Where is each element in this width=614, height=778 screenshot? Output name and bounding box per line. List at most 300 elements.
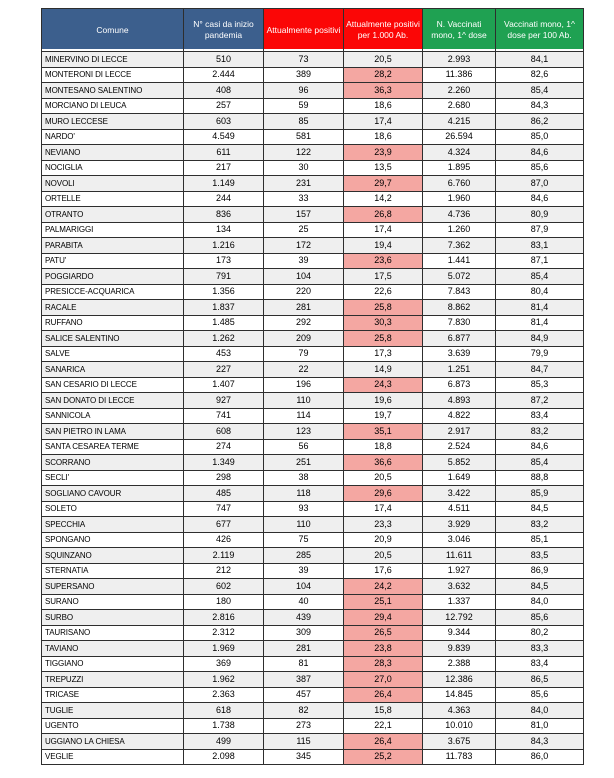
cell-vaccinati-per-100: 84,9 [496,331,584,347]
cell-attualmente-positivi: 285 [264,548,344,564]
cell-attualmente-positivi: 81 [264,656,344,672]
table-row [42,687,584,703]
cell-vaccinati-1dose: 3.639 [423,346,496,362]
table-row [42,594,584,610]
table-row [42,377,584,393]
cell-vaccinati-per-100: 85,4 [496,269,584,285]
cell-positivi-per-1000: 17,4 [344,114,423,130]
cell-vaccinati-1dose: 2.388 [423,656,496,672]
cell-attualmente-positivi: 118 [264,486,344,502]
cell-attualmente-positivi: 209 [264,331,344,347]
cell-casi-totali: 453 [184,346,264,362]
cell-vaccinati-1dose: 3.929 [423,517,496,533]
cell-casi-totali: 499 [184,734,264,750]
cell-casi-totali: 1.969 [184,641,264,657]
cell-attualmente-positivi: 39 [264,253,344,269]
cell-vaccinati-1dose: 5.072 [423,269,496,285]
cell-positivi-per-1000: 17,5 [344,269,423,285]
cell-attualmente-positivi: 93 [264,501,344,517]
cell-casi-totali: 134 [184,222,264,238]
cell-positivi-per-1000: 28,3 [344,656,423,672]
table-row [42,501,584,517]
cell-positivi-per-1000: 25,8 [344,300,423,316]
cell-vaccinati-1dose: 3.046 [423,532,496,548]
cell-casi-totali: 1.216 [184,238,264,254]
cell-attualmente-positivi: 79 [264,346,344,362]
cell-vaccinati-1dose: 4.736 [423,207,496,223]
cell-comune: PARABITA [42,238,184,254]
cell-casi-totali: 1.407 [184,377,264,393]
cell-casi-totali: 180 [184,594,264,610]
cell-positivi-per-1000: 13,5 [344,160,423,176]
cell-casi-totali: 741 [184,408,264,424]
cell-attualmente-positivi: 345 [264,749,344,765]
cell-attualmente-positivi: 30 [264,160,344,176]
cell-comune: SECLI' [42,470,184,486]
cell-positivi-per-1000: 35,1 [344,424,423,440]
table-header [42,9,584,52]
cell-comune: SANTA CESAREA TERME [42,439,184,455]
cell-vaccinati-1dose: 4.893 [423,393,496,409]
cell-casi-totali: 369 [184,656,264,672]
cell-attualmente-positivi: 39 [264,563,344,579]
cell-attualmente-positivi: 457 [264,687,344,703]
table-row [42,718,584,734]
cell-attualmente-positivi: 33 [264,191,344,207]
table-row [42,408,584,424]
cell-attualmente-positivi: 115 [264,734,344,750]
cell-positivi-per-1000: 30,3 [344,315,423,331]
table-row [42,98,584,114]
cell-positivi-per-1000: 19,6 [344,393,423,409]
cell-casi-totali: 747 [184,501,264,517]
table-row [42,52,584,68]
cell-vaccinati-1dose: 4.511 [423,501,496,517]
cell-vaccinati-per-100: 81,4 [496,300,584,316]
table-row [42,67,584,83]
cell-comune: SAN CESARIO DI LECCE [42,377,184,393]
cell-vaccinati-1dose: 9.344 [423,625,496,641]
cell-positivi-per-1000: 19,4 [344,238,423,254]
cell-comune: SALICE SALENTINO [42,331,184,347]
cell-casi-totali: 1.962 [184,672,264,688]
cell-casi-totali: 2.119 [184,548,264,564]
cell-positivi-per-1000: 26,4 [344,734,423,750]
cell-attualmente-positivi: 40 [264,594,344,610]
cell-comune: PRESICCE-ACQUARICA [42,284,184,300]
cell-comune: SAN DONATO DI LECCE [42,393,184,409]
cell-vaccinati-per-100: 86,2 [496,114,584,130]
cell-attualmente-positivi: 25 [264,222,344,238]
cell-positivi-per-1000: 17,6 [344,563,423,579]
cell-vaccinati-per-100: 85,6 [496,610,584,626]
cell-attualmente-positivi: 172 [264,238,344,254]
cell-comune: ORTELLE [42,191,184,207]
cell-comune: POGGIARDO [42,269,184,285]
cell-vaccinati-per-100: 84,0 [496,703,584,719]
cell-vaccinati-per-100: 83,4 [496,656,584,672]
table-row [42,300,584,316]
table-row [42,284,584,300]
cell-comune: UGENTO [42,718,184,734]
cell-vaccinati-per-100: 84,6 [496,191,584,207]
cell-comune: OTRANTO [42,207,184,223]
cell-comune: MONTERONI DI LECCE [42,67,184,83]
cell-vaccinati-per-100: 85,0 [496,129,584,145]
cell-casi-totali: 2.816 [184,610,264,626]
cell-vaccinati-per-100: 85,4 [496,83,584,99]
cell-casi-totali: 4.549 [184,129,264,145]
table-row [42,672,584,688]
cell-comune: RUFFANO [42,315,184,331]
table-row [42,238,584,254]
cell-casi-totali: 227 [184,362,264,378]
cell-vaccinati-1dose: 1.895 [423,160,496,176]
cell-casi-totali: 2.098 [184,749,264,765]
cell-vaccinati-1dose: 10.010 [423,718,496,734]
cell-positivi-per-1000: 26,8 [344,207,423,223]
cell-comune: MURO LECCESE [42,114,184,130]
cell-vaccinati-per-100: 85,9 [496,486,584,502]
cell-comune: MINERVINO DI LECCE [42,52,184,68]
cell-vaccinati-1dose: 1.337 [423,594,496,610]
table-row [42,222,584,238]
table-row [42,253,584,269]
cell-vaccinati-per-100: 84,6 [496,145,584,161]
cell-vaccinati-1dose: 2.260 [423,83,496,99]
cell-vaccinati-per-100: 80,9 [496,207,584,223]
cell-vaccinati-per-100: 85,4 [496,455,584,471]
cell-comune: STERNATIA [42,563,184,579]
cell-vaccinati-1dose: 2.680 [423,98,496,114]
cell-positivi-per-1000: 17,4 [344,501,423,517]
table-row [42,315,584,331]
cell-attualmente-positivi: 114 [264,408,344,424]
cell-positivi-per-1000: 23,8 [344,641,423,657]
cell-positivi-per-1000: 17,4 [344,222,423,238]
cell-casi-totali: 217 [184,160,264,176]
cell-positivi-per-1000: 23,9 [344,145,423,161]
table-row [42,703,584,719]
cell-attualmente-positivi: 231 [264,176,344,192]
cell-attualmente-positivi: 59 [264,98,344,114]
table-row [42,548,584,564]
table-row [42,191,584,207]
cell-casi-totali: 603 [184,114,264,130]
cell-positivi-per-1000: 23,6 [344,253,423,269]
cell-comune: NARDO' [42,129,184,145]
cell-vaccinati-per-100: 80,2 [496,625,584,641]
table-row [42,439,584,455]
cell-positivi-per-1000: 25,8 [344,331,423,347]
cell-casi-totali: 2.444 [184,67,264,83]
cell-vaccinati-per-100: 87,9 [496,222,584,238]
cell-casi-totali: 1.485 [184,315,264,331]
cell-positivi-per-1000: 20,5 [344,548,423,564]
cell-attualmente-positivi: 73 [264,52,344,68]
table-row [42,486,584,502]
cell-positivi-per-1000: 17,3 [344,346,423,362]
cell-vaccinati-1dose: 14.845 [423,687,496,703]
col-header-attualmente-positivi: Attualmente positivi [264,9,344,52]
cell-casi-totali: 1.356 [184,284,264,300]
table-row [42,610,584,626]
cell-vaccinati-1dose: 7.362 [423,238,496,254]
cell-vaccinati-1dose: 4.363 [423,703,496,719]
table-body [42,52,584,765]
cell-positivi-per-1000: 19,7 [344,408,423,424]
cell-vaccinati-1dose: 4.215 [423,114,496,130]
cell-vaccinati-per-100: 86,0 [496,749,584,765]
cell-vaccinati-per-100: 85,6 [496,160,584,176]
cell-casi-totali: 1.262 [184,331,264,347]
cell-vaccinati-1dose: 4.822 [423,408,496,424]
table-row [42,346,584,362]
cell-positivi-per-1000: 36,3 [344,83,423,99]
cell-positivi-per-1000: 24,3 [344,377,423,393]
cell-casi-totali: 618 [184,703,264,719]
cell-comune: SURANO [42,594,184,610]
cell-positivi-per-1000: 18,6 [344,129,423,145]
cell-vaccinati-1dose: 12.386 [423,672,496,688]
table-row [42,362,584,378]
cell-casi-totali: 836 [184,207,264,223]
cell-comune: VEGLIE [42,749,184,765]
cell-vaccinati-1dose: 11.783 [423,749,496,765]
cell-positivi-per-1000: 29,7 [344,176,423,192]
cell-vaccinati-per-100: 84,3 [496,734,584,750]
cell-vaccinati-1dose: 3.632 [423,579,496,595]
cell-comune: PALMARIGGI [42,222,184,238]
cell-vaccinati-1dose: 8.862 [423,300,496,316]
cell-vaccinati-per-100: 84,5 [496,579,584,595]
header-row [42,9,584,52]
cell-attualmente-positivi: 281 [264,300,344,316]
cell-positivi-per-1000: 25,1 [344,594,423,610]
cell-vaccinati-per-100: 87,2 [496,393,584,409]
cell-attualmente-positivi: 104 [264,269,344,285]
cell-comune: SANARICA [42,362,184,378]
cell-attualmente-positivi: 110 [264,393,344,409]
cell-vaccinati-per-100: 84,3 [496,98,584,114]
cell-vaccinati-per-100: 87,1 [496,253,584,269]
cell-vaccinati-per-100: 88,8 [496,470,584,486]
cell-attualmente-positivi: 104 [264,579,344,595]
cell-vaccinati-1dose: 7.830 [423,315,496,331]
table-row [42,656,584,672]
cell-positivi-per-1000: 26,5 [344,625,423,641]
cell-vaccinati-1dose: 1.649 [423,470,496,486]
cell-vaccinati-1dose: 12.792 [423,610,496,626]
covid-municipalities-table [41,8,584,765]
cell-vaccinati-1dose: 11.386 [423,67,496,83]
table-row [42,145,584,161]
cell-vaccinati-1dose: 9.839 [423,641,496,657]
cell-vaccinati-per-100: 83,1 [496,238,584,254]
col-header-vaccinati-1dose: N. Vaccinati mono, 1^ dose [423,9,496,52]
cell-vaccinati-per-100: 85,6 [496,687,584,703]
table-row [42,424,584,440]
table-row [42,470,584,486]
cell-vaccinati-per-100: 83,4 [496,408,584,424]
table-row [42,129,584,145]
cell-attualmente-positivi: 75 [264,532,344,548]
cell-vaccinati-per-100: 81,4 [496,315,584,331]
cell-vaccinati-1dose: 3.675 [423,734,496,750]
cell-attualmente-positivi: 85 [264,114,344,130]
cell-casi-totali: 608 [184,424,264,440]
cell-casi-totali: 485 [184,486,264,502]
cell-positivi-per-1000: 22,1 [344,718,423,734]
cell-comune: NOCIGLIA [42,160,184,176]
cell-positivi-per-1000: 14,2 [344,191,423,207]
cell-comune: NEVIANO [42,145,184,161]
col-header-comune: Comune [42,9,184,52]
cell-comune: SCORRANO [42,455,184,471]
cell-casi-totali: 173 [184,253,264,269]
table-row [42,269,584,285]
cell-vaccinati-1dose: 6.877 [423,331,496,347]
cell-vaccinati-1dose: 1.960 [423,191,496,207]
cell-attualmente-positivi: 281 [264,641,344,657]
cell-casi-totali: 1.349 [184,455,264,471]
cell-attualmente-positivi: 110 [264,517,344,533]
cell-casi-totali: 602 [184,579,264,595]
cell-vaccinati-per-100: 83,2 [496,424,584,440]
cell-attualmente-positivi: 157 [264,207,344,223]
table-row [42,207,584,223]
cell-vaccinati-1dose: 7.843 [423,284,496,300]
cell-vaccinati-1dose: 2.917 [423,424,496,440]
cell-comune: SOGLIANO CAVOUR [42,486,184,502]
cell-vaccinati-1dose: 5.852 [423,455,496,471]
cell-vaccinati-per-100: 79,9 [496,346,584,362]
cell-comune: PATU' [42,253,184,269]
cell-casi-totali: 426 [184,532,264,548]
cell-comune: TUGLIE [42,703,184,719]
cell-positivi-per-1000: 20,9 [344,532,423,548]
table-row [42,734,584,750]
cell-casi-totali: 2.363 [184,687,264,703]
cell-vaccinati-1dose: 6.873 [423,377,496,393]
cell-attualmente-positivi: 38 [264,470,344,486]
cell-attualmente-positivi: 292 [264,315,344,331]
cell-positivi-per-1000: 20,5 [344,52,423,68]
cell-attualmente-positivi: 196 [264,377,344,393]
cell-vaccinati-per-100: 85,1 [496,532,584,548]
cell-attualmente-positivi: 387 [264,672,344,688]
cell-vaccinati-1dose: 6.760 [423,176,496,192]
table-row [42,532,584,548]
table-row [42,331,584,347]
cell-attualmente-positivi: 220 [264,284,344,300]
cell-positivi-per-1000: 23,3 [344,517,423,533]
cell-attualmente-positivi: 309 [264,625,344,641]
table-row [42,641,584,657]
cell-comune: SALVE [42,346,184,362]
table-row [42,160,584,176]
cell-comune: RACALE [42,300,184,316]
cell-positivi-per-1000: 29,4 [344,610,423,626]
cell-attualmente-positivi: 389 [264,67,344,83]
cell-positivi-per-1000: 15,8 [344,703,423,719]
cell-vaccinati-per-100: 84,1 [496,52,584,68]
cell-comune: UGGIANO LA CHIESA [42,734,184,750]
cell-vaccinati-per-100: 86,5 [496,672,584,688]
cell-positivi-per-1000: 27,0 [344,672,423,688]
cell-comune: SUPERSANO [42,579,184,595]
cell-casi-totali: 927 [184,393,264,409]
cell-comune: SAN PIETRO IN LAMA [42,424,184,440]
cell-casi-totali: 257 [184,98,264,114]
cell-casi-totali: 510 [184,52,264,68]
col-header-vaccinati-per-100: Vaccinati mono, 1^ dose per 100 Ab. [496,9,584,52]
cell-comune: MORCIANO DI LEUCA [42,98,184,114]
cell-attualmente-positivi: 273 [264,718,344,734]
cell-vaccinati-per-100: 80,4 [496,284,584,300]
table-row [42,393,584,409]
cell-vaccinati-per-100: 85,3 [496,377,584,393]
cell-positivi-per-1000: 28,2 [344,67,423,83]
cell-comune: TREPUZZI [42,672,184,688]
table-row [42,749,584,765]
table-row [42,455,584,471]
cell-vaccinati-per-100: 84,6 [496,439,584,455]
cell-vaccinati-1dose: 1.260 [423,222,496,238]
cell-attualmente-positivi: 123 [264,424,344,440]
table-row [42,517,584,533]
cell-attualmente-positivi: 581 [264,129,344,145]
cell-casi-totali: 611 [184,145,264,161]
cell-casi-totali: 1.837 [184,300,264,316]
table-row [42,176,584,192]
cell-vaccinati-1dose: 11.611 [423,548,496,564]
cell-comune: SANNICOLA [42,408,184,424]
cell-vaccinati-1dose: 2.524 [423,439,496,455]
cell-attualmente-positivi: 82 [264,703,344,719]
cell-vaccinati-per-100: 81,0 [496,718,584,734]
cell-comune: TAURISANO [42,625,184,641]
cell-vaccinati-1dose: 2.993 [423,52,496,68]
cell-casi-totali: 1.738 [184,718,264,734]
cell-attualmente-positivi: 251 [264,455,344,471]
cell-casi-totali: 1.149 [184,176,264,192]
cell-vaccinati-per-100: 83,5 [496,548,584,564]
col-header-casi-totali: N° casi da inizio pandemia [184,9,264,52]
cell-positivi-per-1000: 22,6 [344,284,423,300]
cell-attualmente-positivi: 122 [264,145,344,161]
cell-vaccinati-1dose: 1.441 [423,253,496,269]
cell-vaccinati-per-100: 84,0 [496,594,584,610]
cell-casi-totali: 2.312 [184,625,264,641]
cell-comune: SOLETO [42,501,184,517]
cell-vaccinati-1dose: 1.927 [423,563,496,579]
table-row [42,83,584,99]
cell-vaccinati-1dose: 3.422 [423,486,496,502]
cell-comune: MONTESANO SALENTINO [42,83,184,99]
table-row [42,579,584,595]
cell-comune: TIGGIANO [42,656,184,672]
cell-casi-totali: 212 [184,563,264,579]
cell-comune: NOVOLI [42,176,184,192]
cell-positivi-per-1000: 24,2 [344,579,423,595]
table-row [42,563,584,579]
cell-casi-totali: 408 [184,83,264,99]
cell-vaccinati-1dose: 1.251 [423,362,496,378]
cell-vaccinati-per-100: 84,5 [496,501,584,517]
cell-attualmente-positivi: 22 [264,362,344,378]
cell-positivi-per-1000: 18,8 [344,439,423,455]
